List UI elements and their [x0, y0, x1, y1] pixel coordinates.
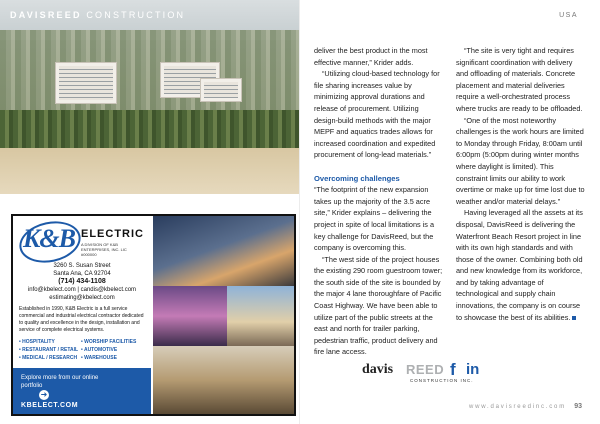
ad-photo-collage	[153, 216, 294, 414]
section-header	[10, 10, 185, 20]
service-item: • AUTOMOTIVE	[81, 347, 118, 353]
kb-electric-logo	[19, 222, 144, 260]
paragraph: “Utilizing cloud-based technology for file sharing increases value by minimizing approval durations and release of procurement. Utilizing design-build methods with the major MEPF and aquatics trades allows for increased coordination and expedited procurement of long-lead materials.”	[314, 69, 440, 160]
city: Santa Ana, CA 92704	[53, 271, 111, 277]
hotel-building	[55, 62, 117, 104]
paragraph: deliver the best product in the most effective manner,” Krider adds.	[314, 46, 428, 67]
ad-photo-restaurant	[153, 346, 294, 414]
logo-electric: ELECTRIC	[81, 228, 144, 240]
service-item: • HOSPITALITY	[19, 339, 55, 345]
article-column-1	[314, 45, 444, 358]
closing-text: Having leveraged all the assets at its disposal, DavisReed is delivering the Waterfront Beach Resort project in line with its own high standards and with those of the owner. Combining both old and new knowledge from its workforce, and by taking advantage of technological and supply chain innovations, the company is on course to showcase the best of its abilities.	[456, 208, 583, 322]
footer-website[interactable]: www.davisreedinc.com	[468, 404, 566, 410]
service-row	[19, 354, 149, 362]
right-page	[300, 0, 600, 424]
kb-electric-advertisement[interactable]	[11, 214, 296, 416]
brand-rest: CONSTRUCTION	[81, 10, 186, 20]
explore-text: Explore more from our online portfolio	[21, 375, 99, 389]
service-item: • RESTAURANT / RETAIL	[19, 347, 79, 353]
subheading: Overcoming challenges	[314, 173, 400, 183]
brand-bold: DAVISREED	[10, 10, 82, 20]
aerial-resort-photo	[0, 0, 300, 194]
facebook-icon[interactable]: f	[450, 360, 456, 379]
arrow-icon[interactable]: ➜	[40, 390, 48, 399]
logo-reed: REED	[406, 362, 445, 377]
logo-kb: K&B	[23, 224, 75, 253]
paragraph: “One of the most noteworthy challenges is the work hours are limited to Monday through Friday, 8:00am until 6:00pm (5:00pm during winter months where daylight is limited). This constraint limits our ability to work overtime or make up for time lost due to weather and/or material delays.”	[456, 115, 585, 206]
emails: info@kbelect.com | candis@kbelect.com	[27, 287, 137, 293]
service-list	[19, 338, 149, 362]
service-item: • WORSHIP FACILITIES	[81, 339, 137, 345]
ad-photo-exterior	[227, 286, 294, 346]
service-row	[19, 346, 149, 354]
page-number: 93	[574, 403, 582, 410]
phone: (714) 434-1108	[58, 278, 106, 285]
paragraph: “The west side of the project houses the existing 290 room guestroom tower; the south side of the site is bounded by the major 4 lane thoroughfare of Pacific Coast Highway. We have been able to utilize part of the public streets at the east and north for trailer parking, pedestrian traffic, product delivery and fire lane access.	[314, 254, 443, 357]
paragraph: “The footprint of the new expansion takes up the majority of the 3.5 acre site,” Krider explains – delivering the project in spite of local limitations is a key challenge for DavisReed, but the company is overcoming this.	[314, 185, 435, 253]
portfolio-panel[interactable]	[13, 368, 151, 414]
social-links	[450, 360, 490, 384]
logo-sub: CONSTRUCTION INC.	[410, 378, 474, 383]
article-column-2	[456, 45, 586, 323]
website-link[interactable]: KBELECT.COM	[21, 402, 79, 409]
service-row	[19, 338, 149, 346]
ad-photo-building	[153, 216, 294, 286]
hotel-building	[200, 78, 242, 102]
service-item: • WAREHOUSE	[81, 355, 117, 361]
logo-davis: davis	[362, 362, 394, 377]
ad-photo-interior	[153, 286, 227, 346]
paragraph: “The site is very tight and requires significant coordination with delivery and offloading of materials. Concrete placement and material deliveries require a well-orchestrated process where trucks are ready to be offloaded.	[456, 46, 583, 113]
region-label: USA	[559, 12, 578, 19]
ad-description: Established in 1990, K&B Electric is a full service commercial and industrial electrical contractor dedicated to quality and excellence in the design, installation and service of complete electrical systems.	[19, 306, 144, 333]
ad-address	[19, 262, 145, 302]
service-item: • MEDICAL / RESEARCH	[19, 355, 78, 361]
logo-tagline: A DIVISION OF K&B ENTERPRISES, INC. LIC #000000	[81, 242, 127, 257]
street: 3260 S. Susan Street	[53, 263, 111, 269]
linkedin-icon[interactable]: in	[466, 361, 480, 378]
tree-line	[0, 110, 300, 150]
end-mark-icon	[572, 316, 576, 320]
beach-area	[0, 148, 300, 194]
estimating-email: estimating@kbelect.com	[49, 295, 115, 301]
paragraph	[456, 207, 586, 323]
